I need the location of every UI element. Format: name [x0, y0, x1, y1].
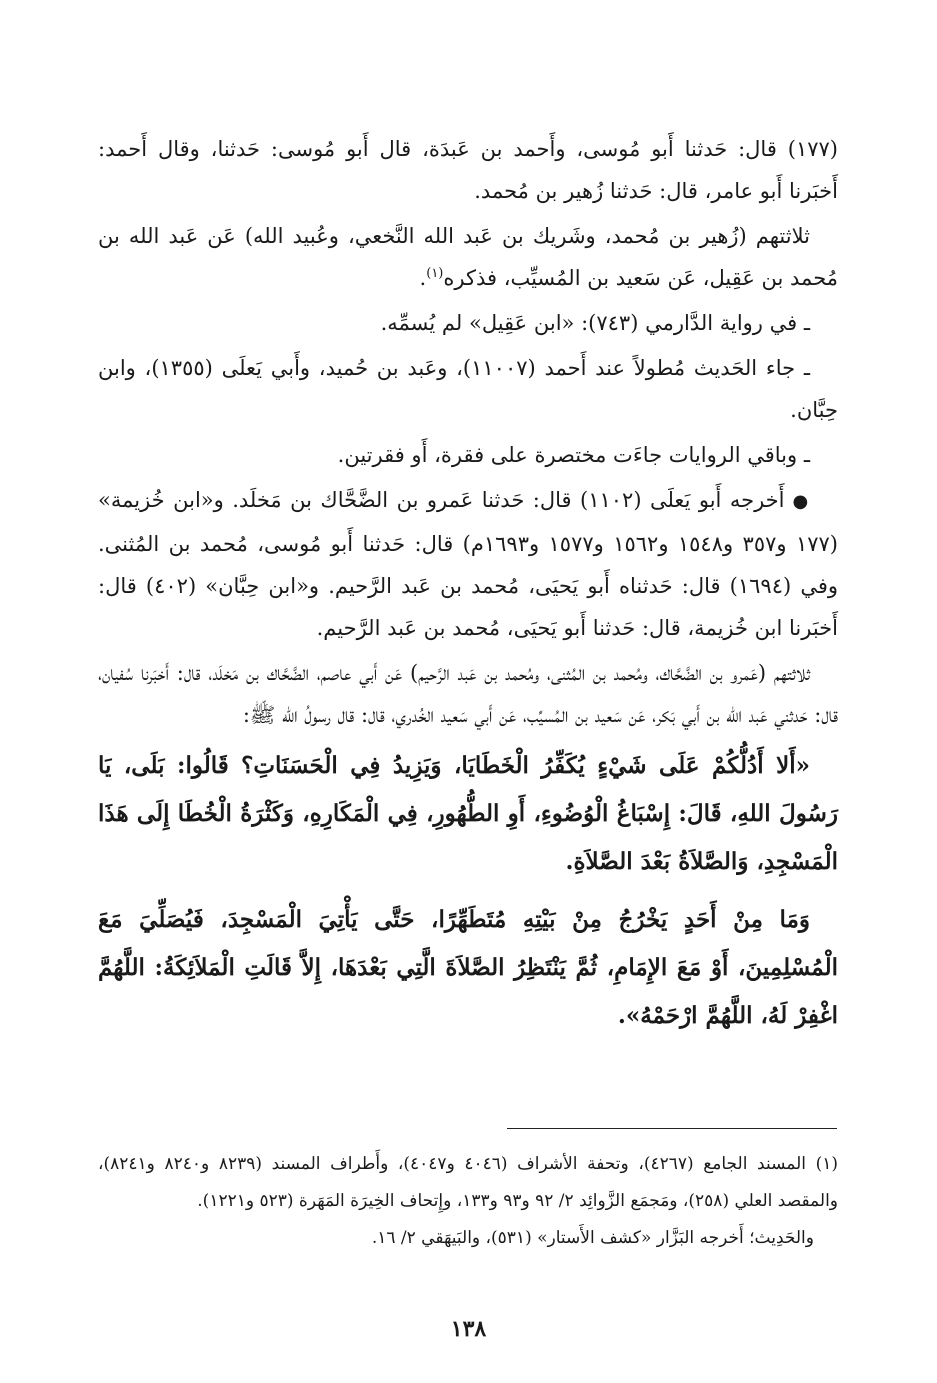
paragraph-text: ثلاثتهم (عَمرو بن الضَّحَّاك، ومُحمد بن المُثنى، ومُحمد بن عَبد الرَّحيم) عَن أَبي عاصم، الضَّحَّاك بن مَخلَد، قال: أَخبَرنا سُفيان، قال: حَدثني عَبد الله بن أَبي بَكر، عَن سَعيد بن المُسيِّب، عَن أَبي سَعيد الخُدري، قال: قال رسولُ الله ﷺ:	[98, 661, 838, 727]
paragraph-takhrij	[98, 479, 838, 649]
footnote-1: (١) المسند الجامع (٤٢٦٧)، وتحفة الأشراف (٤٠٤٦ و٤٠٤٧)، وأَطراف المسند (٨٢٣٩ و٨٢٤٠ و٨٢٤١)، والمقصد العلي (٢٥٨)، ومَجمَع الزَّوائِد ٢/ ٩٢ و٩٣ و١٣٣، وإِتحاف الخِيرَة المَهَرة (٥٢٣ و١٢٢١).	[98, 1154, 838, 1211]
hadith-quote-2: وَمَا مِنْ أَحَدٍ يَخْرُجُ مِنْ بَيْتِهِ مُتَطَهِّرًا، حَتَّى يَأْتِيَ الْمَسْجِدَ، فَيُصَلِّيَ مَعَ الْمُسْلِمِينَ، أَوْ مَعَ الإِمَامِ، ثُمَّ يَنْتَظِرُ الصَّلاَةَ الَّتِي بَعْدَهَا، إِلاَّ قَالَتِ الْمَلاَئِكَةُ: اللَّهُمَّ اغْفِرْ لَهُ، اللَّهُمَّ ارْحَمْهُ».	[98, 906, 838, 1029]
footnote-divider	[507, 1128, 837, 1129]
paragraph-tail: .	[419, 266, 427, 290]
paragraph-text: (١٧٧) قال: حَدثنا أَبو مُوسى، وأَحمد بن عَبدَة، قال أَبو مُوسى: حَدثنا، وقال أَحمد: أَخبَرنا أَبو عامر، قال: حَدثنا زُهير بن مُحمد.	[98, 137, 838, 203]
paragraph-isnad	[98, 652, 838, 736]
paragraph-note-darimi	[98, 302, 838, 344]
paragraph-text: ـ في رواية الدَّارمي (٧٤٣): «ابن عَقِيل» لم يُسمِّه.	[380, 311, 810, 335]
paragraph-hadith-177	[98, 128, 838, 212]
footnotes	[98, 1146, 838, 1257]
bullet-icon: ●	[792, 491, 810, 512]
footnote-1-continuation: والحَدِيث؛ أَخرجه البَزَّار «كشف الأَستار» (٥٣١)، والبَيهَقي ٢/ ١٦.	[371, 1228, 814, 1248]
hadith-quote-1: «أَلا أَدُلُّكُمْ عَلَى شَيْءٍ يُكَفِّرُ الْخَطَايَا، وَيَزِيدُ فِي الْحَسَنَاتِ؟ قَالُوا: بَلَى، يَا رَسُولَ اللهِ، قَالَ: إِسْبَاغُ الْوُضُوءِ، أَوِ الطُّهُورِ، فِي الْمَكَارِهِ، وَكَثْرَةُ الْخُطَا إِلَى هَذَا الْمَسْجِدِ، وَالصَّلاَةُ بَعْدَ الصَّلاَةِ.	[98, 752, 838, 875]
paragraph-text: ثلاثتهم (زُهير بن مُحمد، وشَريك بن عَبد الله النَّخعي، وعُبيد الله) عَن عَبد الله بن مُحمد بن عَقِيل، عَن سَعيد بن المُسيِّب، فذكره	[98, 224, 838, 290]
paragraph-chain	[98, 215, 838, 299]
footnote-reference[interactable]: (١)	[426, 266, 444, 281]
paragraph-text: ـ وباقي الروايات جاءَت مختصرة على فقرة، أَو فقرتين.	[337, 443, 810, 467]
paragraph-note-long	[98, 347, 838, 431]
paragraph-text: ـ جاء الحَديث مُطولاً عند أَحمد (١١٠٠٧)، وعَبد بن حُميد، وأَبي يَعلَى (١٣٥٥)، وابن حِبَّان.	[98, 356, 838, 422]
paragraph-note-short	[98, 434, 838, 476]
page-number: ١٣٨	[450, 1316, 487, 1342]
paragraph-text: أَخرجه أَبو يَعلَى (١١٠٢) قال: حَدثنا عَمرو بن الضَّحَّاك بن مَخلَد. و«ابن خُزيمة» (١٧٧ و٣٥٧ و١٥٤٨ و١٥٦٢ و١٥٧٧ و١٦٩٣م) قال: حَدثنا أَبو مُوسى، مُحمد بن المُثنى. وفي (١٦٩٤) قال: حَدثناه أَبو يَحيَى، مُحمد بن عَبد الرَّحيم. و«ابن حِبَّان» (٤٠٢) قال: أَخبَرنا ابن خُزيمة، قال: حَدثنا أَبو يَحيَى، مُحمد بن عَبد الرَّحيم.	[98, 488, 838, 640]
main-text	[98, 128, 838, 1050]
